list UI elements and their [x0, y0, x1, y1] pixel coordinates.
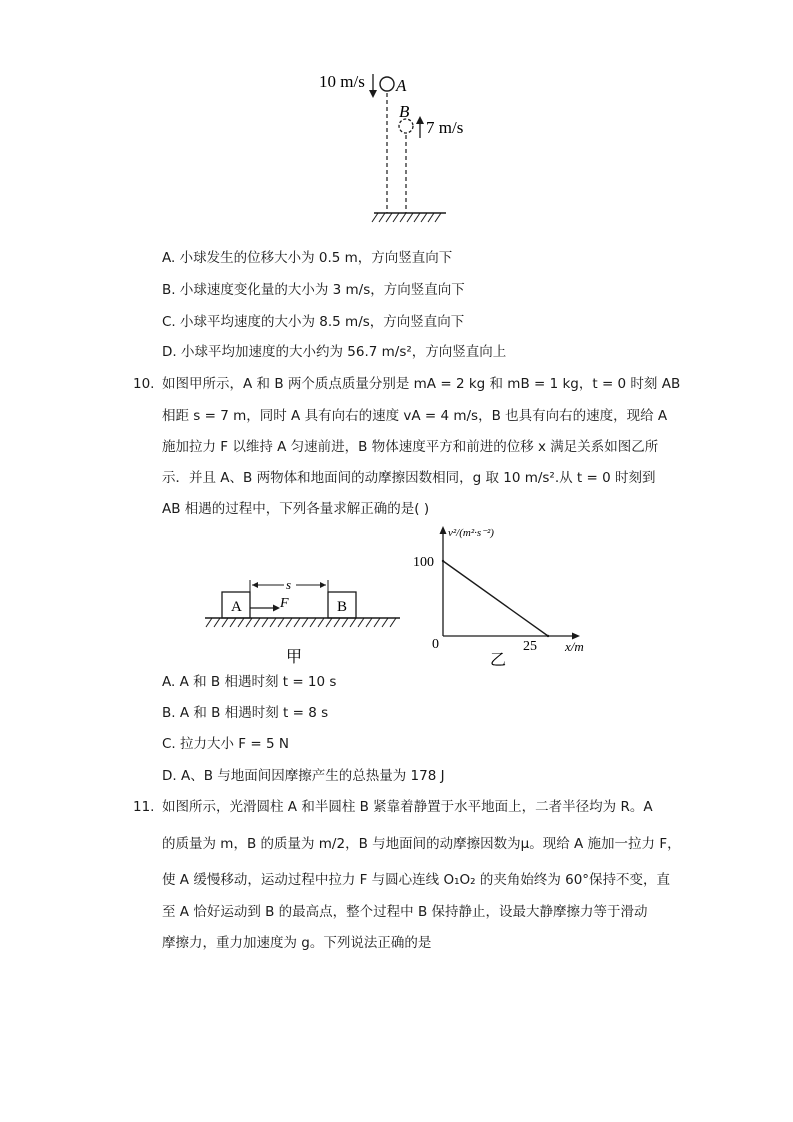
- velocity-up-label: 7 m/s: [426, 118, 464, 137]
- ball-a: [380, 77, 394, 91]
- q10-stem-line-1: 如图甲所示，A 和 B 两个质点质量分别是 mA = 2 kg 和 mB = 1 kg，t = 0 时刻 AB: [162, 376, 681, 392]
- data-point-start: [442, 560, 444, 562]
- ball-b: [399, 119, 413, 133]
- ball-a-label: A: [396, 76, 407, 95]
- q10-option-d[interactable]: D. A、B 与地面间因摩擦产生的总热量为 178 J: [162, 768, 445, 784]
- q11-stem-line-2: 的质量为 m，B 的质量为 m/2，B 与地面间的动摩擦因数为μ。现给 A 施加一拉力 F，: [162, 836, 681, 852]
- q10-option-c[interactable]: C. 拉力大小 F = 5 N: [162, 736, 289, 752]
- q10-number: 10.: [133, 376, 155, 392]
- q10-stem-line-3: 施加拉力 F 以维持 A 匀速前进，B 物体速度平方和前进的位移 x 满足关系如图乙所: [162, 439, 659, 455]
- block-b-label: B: [337, 599, 348, 615]
- q10-stem-line-4: 示．并且 A、B 两物体和地面间的动摩擦因数相同，g 取 10 m/s².从 t = 0 时刻到: [162, 470, 656, 486]
- figure-yi-chart: [410, 520, 600, 670]
- q10-option-b[interactable]: B. A 和 B 相遇时刻 t = 8 s: [162, 705, 329, 721]
- series-line-v2: [443, 561, 548, 636]
- q10-stem-line-2: 相距 s = 7 m，同时 A 具有向右的速度 vA = 4 m/s，B 也具有向右的速度，现给 A: [162, 408, 668, 424]
- q9-option-b[interactable]: B. 小球速度变化量的大小为 3 m/s，方向竖直向下: [162, 282, 465, 298]
- x-axis-label: x/m: [565, 639, 584, 654]
- velocity-down-label: 10 m/s: [319, 72, 365, 91]
- q10-option-a[interactable]: A. A 和 B 相遇时刻 t = 10 s: [162, 674, 337, 690]
- distance-label: s: [286, 577, 292, 592]
- figure-jia: [200, 570, 410, 670]
- q11-stem-line-3: 使 A 缓慢移动，运动过程中拉力 F 与圆心连线 O₁O₂ 的夹角始终为 60°保持不变，直: [162, 872, 671, 888]
- origin-label: 0: [432, 637, 439, 652]
- q10-stem-line-5: AB 相遇的过程中，下列各量求解正确的是( ): [162, 501, 430, 517]
- x-tick-label: 25: [523, 639, 537, 654]
- q9-option-d[interactable]: D. 小球平均加速度的大小约为 56.7 m/s²，方向竖直向上: [162, 344, 507, 360]
- q11-stem-line-5: 摩擦力，重力加速度为 g。下列说法正确的是: [162, 935, 432, 951]
- force-label: F: [280, 596, 289, 611]
- figure-yi-caption: 乙: [490, 652, 507, 669]
- q11-number: 11.: [133, 799, 155, 815]
- q11-stem-line-4: 至 A 恰好运动到 B 的最高点，整个过程中 B 保持静止，设最大静摩擦力等于滑动: [162, 904, 648, 920]
- q9-option-c[interactable]: C. 小球平均速度的大小为 8.5 m/s，方向竖直向下: [162, 314, 465, 330]
- figure-jia-caption: 甲: [286, 649, 303, 666]
- ball-bounce-figure: [300, 60, 480, 232]
- y-axis-label: v²/(m²·s⁻²): [448, 527, 494, 539]
- q9-option-a[interactable]: A. 小球发生的位移大小为 0.5 m，方向竖直向下: [162, 250, 453, 266]
- ball-b-label: B: [399, 102, 410, 121]
- q11-stem-line-1: 如图所示，光滑圆柱 A 和半圆柱 B 紧靠着静置于水平地面上，二者半径均为 R。A: [162, 799, 653, 815]
- block-a-label: A: [231, 599, 242, 615]
- data-point-end: [547, 635, 549, 637]
- y-tick-label: 100: [413, 555, 434, 570]
